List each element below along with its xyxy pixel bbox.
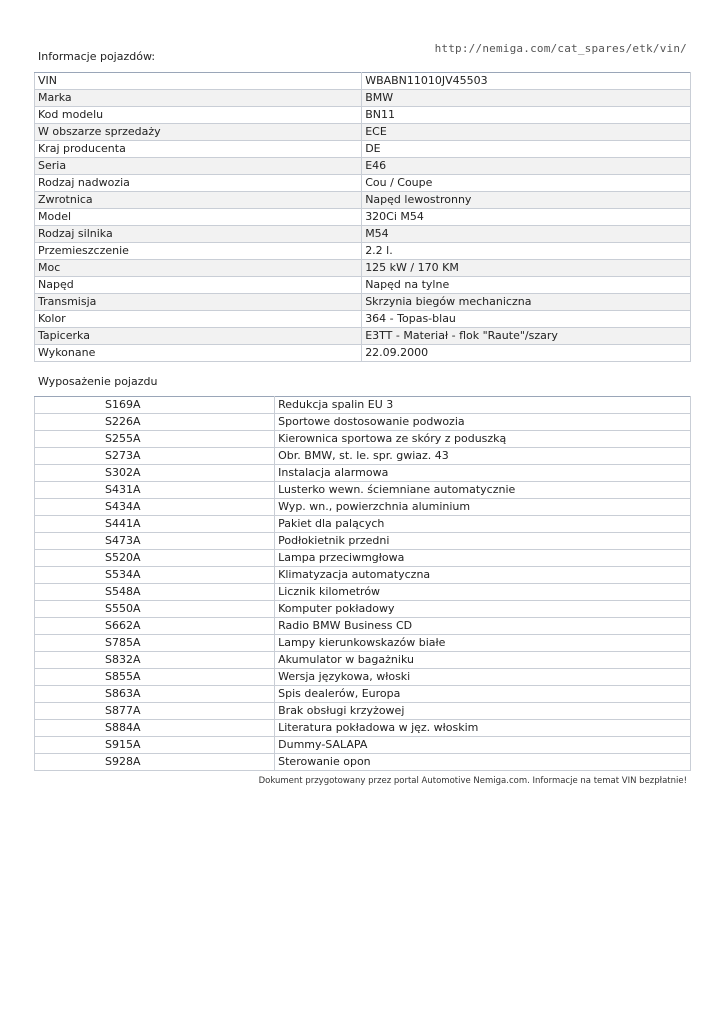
equipment-code: S884A [35,720,275,737]
equipment-description: Sportowe dostosowanie podwozia [275,414,691,431]
equipment-row [35,686,691,703]
equipment-code: S273A [35,448,275,465]
equipment-code: S928A [35,754,275,771]
equipment-row [35,465,691,482]
vehicle-info-value: M54 [362,226,691,243]
vehicle-info-value: 125 kW / 170 KM [362,260,691,277]
equipment-description: Obr. BMW, st. le. spr. gwiaz. 43 [275,448,691,465]
vehicle-info-label: Napęd [35,277,362,294]
equipment-code: S832A [35,652,275,669]
equipment-description: Spis dealerów, Europa [275,686,691,703]
equipment-code: S915A [35,737,275,754]
vehicle-info-label: Rodzaj silnika [35,226,362,243]
vehicle-info-label: Kraj producenta [35,141,362,158]
equipment-code: S441A [35,516,275,533]
equipment-description: Akumulator w bagażniku [275,652,691,669]
equipment-code: S431A [35,482,275,499]
equipment-description: Instalacja alarmowa [275,465,691,482]
equipment-row [35,550,691,567]
vehicle-info-label: VIN [35,73,362,90]
equipment-description: Literatura pokładowa w jęz. włoskim [275,720,691,737]
equipment-code: S534A [35,567,275,584]
vehicle-info-row [35,124,691,141]
equipment-description: Lampy kierunkowskazów białe [275,635,691,652]
equipment-row [35,618,691,635]
vehicle-info-label: Tapicerka [35,328,362,345]
equipment-description: Brak obsługi krzyżowej [275,703,691,720]
vehicle-info-value: BN11 [362,107,691,124]
equipment-code: S863A [35,686,275,703]
equipment-row [35,414,691,431]
vehicle-info-value: WBABN11010JV45503 [362,73,691,90]
equipment-description: Wersja językowa, włoski [275,669,691,686]
vehicle-info-value: DE [362,141,691,158]
equipment-description: Sterowanie opon [275,754,691,771]
equipment-description: Redukcja spalin EU 3 [275,397,691,414]
equipment-description: Klimatyzacja automatyczna [275,567,691,584]
vehicle-info-label: Kod modelu [35,107,362,124]
vehicle-info-row [35,192,691,209]
vehicle-info-label: Moc [35,260,362,277]
equipment-description: Komputer pokładowy [275,601,691,618]
equipment-code: S302A [35,465,275,482]
equipment-row [35,703,691,720]
vehicle-info-value: 320Ci M54 [362,209,691,226]
equipment-description: Radio BMW Business CD [275,618,691,635]
vehicle-info-label: Kolor [35,311,362,328]
equipment-code: S434A [35,499,275,516]
vehicle-info-label: Zwrotnica [35,192,362,209]
vehicle-info-row [35,243,691,260]
equipment-row [35,533,691,550]
vehicle-info-row [35,107,691,124]
equipment-code: S550A [35,601,275,618]
vehicle-info-row [35,90,691,107]
vehicle-info-row [35,226,691,243]
equipment-code: S255A [35,431,275,448]
vehicle-info-value: 2.2 l. [362,243,691,260]
equipment-row [35,720,691,737]
equipment-row [35,635,691,652]
vehicle-info-value: ECE [362,124,691,141]
equipment-code: S520A [35,550,275,567]
vehicle-info-row [35,260,691,277]
vehicle-info-value: Napęd lewostronny [362,192,691,209]
equipment-table [34,396,691,771]
vehicle-info-row [35,141,691,158]
equipment-description: Lampa przeciwmgłowa [275,550,691,567]
vehicle-info-row [35,73,691,90]
vehicle-info-label: Marka [35,90,362,107]
vehicle-info-value: 22.09.2000 [362,345,691,362]
equipment-description: Podłokietnik przedni [275,533,691,550]
equipment-code: S169A [35,397,275,414]
equipment-row [35,584,691,601]
equipment-row [35,601,691,618]
vehicle-info-heading: Informacje pojazdów: [38,50,156,63]
equipment-code: S785A [35,635,275,652]
equipment-row [35,516,691,533]
vehicle-info-value: E46 [362,158,691,175]
vehicle-info-row [35,328,691,345]
vehicle-info-row [35,277,691,294]
vehicle-info-row [35,345,691,362]
vehicle-info-label: Wykonane [35,345,362,362]
equipment-row [35,652,691,669]
vehicle-info-value: Cou / Coupe [362,175,691,192]
vehicle-info-label: Przemieszczenie [35,243,362,260]
equipment-heading: Wyposażenie pojazdu [38,375,158,388]
equipment-description: Licznik kilometrów [275,584,691,601]
equipment-code: S855A [35,669,275,686]
footer-note: Dokument przygotowany przez portal Automotive Nemiga.com. Informacje na temat VIN bezpłatnie! [258,776,687,786]
equipment-code: S877A [35,703,275,720]
equipment-description: Dummy-SALAPA [275,737,691,754]
vehicle-info-value: Napęd na tylne [362,277,691,294]
vehicle-info-label: Transmisja [35,294,362,311]
equipment-row [35,669,691,686]
equipment-description: Kierownica sportowa ze skóry z poduszką [275,431,691,448]
vehicle-info-row [35,175,691,192]
equipment-row [35,448,691,465]
source-url: http://nemiga.com/cat_spares/etk/vin/ [434,42,687,55]
equipment-row [35,567,691,584]
equipment-description: Wyp. wn., powierzchnia aluminium [275,499,691,516]
vehicle-info-row [35,311,691,328]
equipment-code: S473A [35,533,275,550]
equipment-row [35,754,691,771]
vehicle-info-row [35,294,691,311]
vehicle-info-row [35,158,691,175]
vehicle-info-label: W obszarze sprzedaży [35,124,362,141]
vehicle-info-table [34,72,691,362]
vehicle-info-row [35,209,691,226]
equipment-description: Lusterko wewn. ściemniane automatycznie [275,482,691,499]
equipment-description: Pakiet dla palących [275,516,691,533]
equipment-row [35,397,691,414]
vehicle-info-label: Rodzaj nadwozia [35,175,362,192]
equipment-row [35,737,691,754]
equipment-code: S662A [35,618,275,635]
vehicle-info-value: Skrzynia biegów mechaniczna [362,294,691,311]
vehicle-info-value: E3TT - Materiał - flok "Raute"/szary [362,328,691,345]
vehicle-info-label: Seria [35,158,362,175]
equipment-row [35,431,691,448]
vehicle-info-value: BMW [362,90,691,107]
equipment-row [35,499,691,516]
equipment-code: S548A [35,584,275,601]
equipment-code: S226A [35,414,275,431]
equipment-row [35,482,691,499]
vehicle-info-label: Model [35,209,362,226]
vehicle-info-value: 364 - Topas-blau [362,311,691,328]
